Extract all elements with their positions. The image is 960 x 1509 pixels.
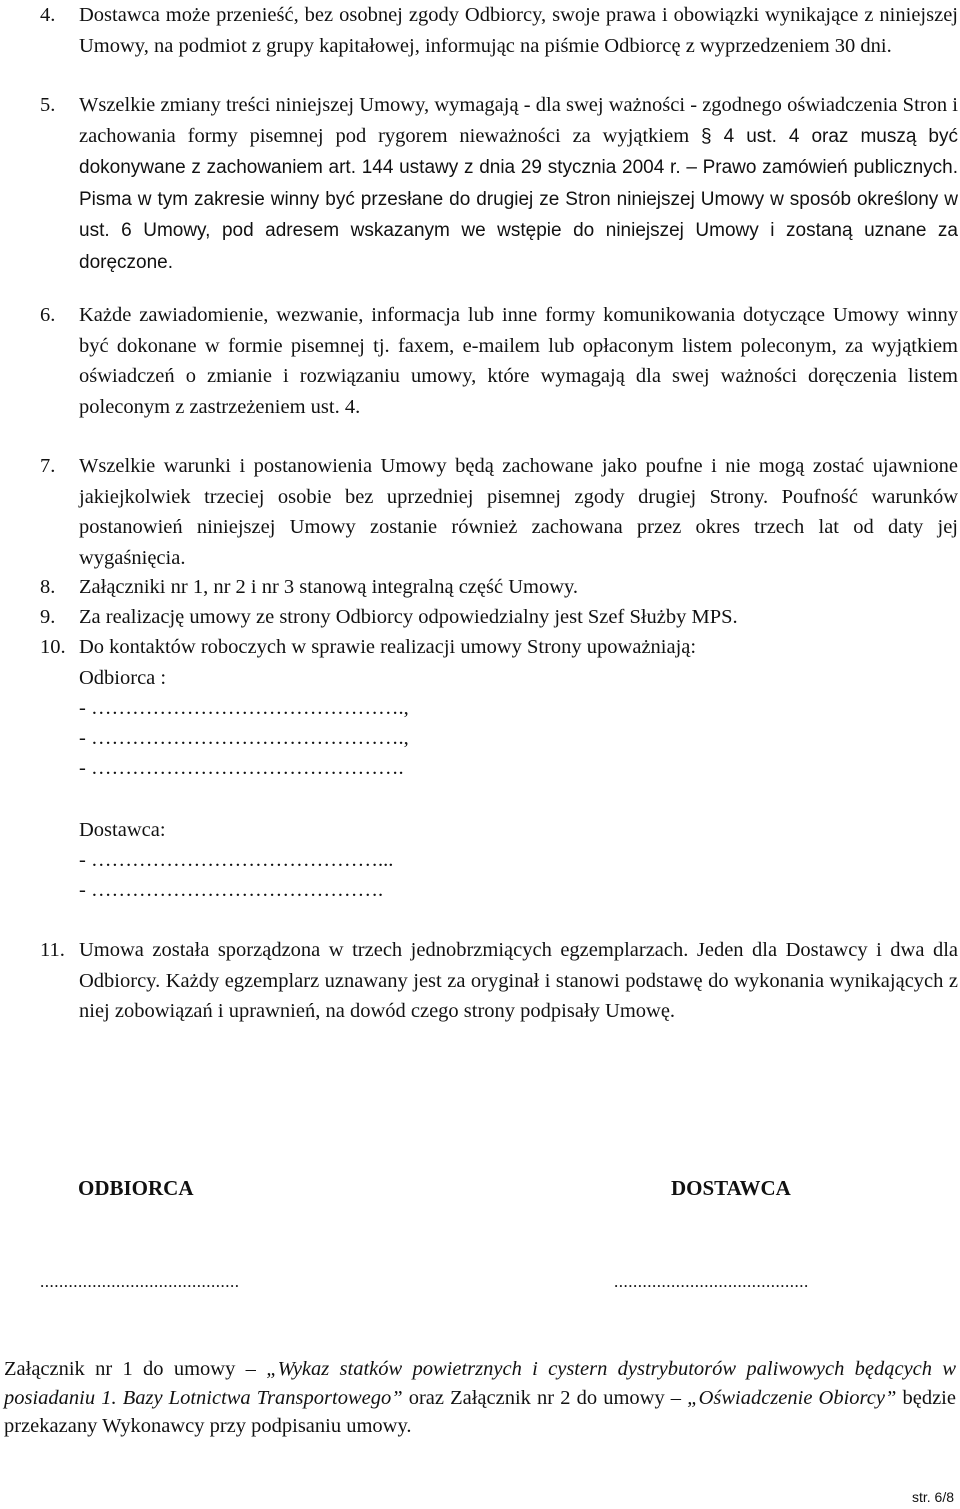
clause-text: Do kontaktów roboczych w sprawie realizacji umowy Strony upoważniają: bbox=[79, 636, 697, 658]
odbiorca-contact-line: - ………………………………………., bbox=[79, 727, 409, 749]
clause-text: Załączniki nr 1, nr 2 i nr 3 stanową integralną część Umowy. bbox=[79, 576, 579, 598]
clause-9 bbox=[40, 602, 958, 633]
clause-number: 8. bbox=[40, 576, 56, 598]
dostawca-label: Dostawca: bbox=[79, 819, 166, 841]
signature-title-odbiorca: ODBIORCA bbox=[78, 1176, 194, 1200]
clause-text: Umowa została sporządzona w trzech jednobrzmiących egzemplarzach. Jeden dla Dostawcy i dwa dla Odbiorcy. Każdy egzemplarz uznawany jest za oryginał i stanowi podstawę do wykonania wynikających z niej zobowiązań i uprawnień, na dowód czego strony podpisały Umowę. bbox=[79, 939, 958, 1022]
clause-number: 5. bbox=[40, 94, 56, 116]
clause-7 bbox=[40, 451, 958, 573]
dostawca-contact-line: - ……………………………………. bbox=[79, 879, 384, 901]
odbiorca-contact-line: - ………………………………………., bbox=[79, 697, 409, 719]
signature-line-dostawca: ......................................... bbox=[614, 1272, 809, 1291]
annex-title-1: „Wykaz statków powietrznych i cystern dystrybutorów paliwowych będących w posiadaniu 1. Bazy Lotnictwa Transportowego” bbox=[4, 1358, 957, 1409]
signature-line-odbiorca: .......................................... bbox=[40, 1272, 240, 1291]
clause-number: 10. bbox=[40, 636, 66, 658]
page-number: str. 6/8 bbox=[911, 1489, 954, 1505]
clause-5 bbox=[40, 90, 958, 278]
annex-note bbox=[4, 1355, 956, 1441]
annex-title-2: „Oświadczenie Obiorcy” bbox=[687, 1386, 897, 1409]
clause-4 bbox=[40, 0, 958, 61]
clause-text: Dostawca może przenieść, bez osobnej zgody Odbiorcy, swoje prawa i obowiązki wynikające z niniejszej Umowy, na podmiot z grupy kapitałowej, informując na piśmie Odbiorcę z wyprzedzeniem 30 dni. bbox=[79, 4, 958, 57]
clause-number: 7. bbox=[40, 455, 56, 477]
clause-text-part-b: § 4 ust. 4 oraz muszą być dokonywane z zachowaniem art. 144 ustawy z dnia 29 stycznia 2004 r. – Prawo zamówień publicznych. Pisma w tym zakresie winny być przesłane do drugiej ze Stron niniejszej Umowy w sposób określony w ust. 6 Umowy, pod adresem wskazanym we wstępie do niniejszej Umowy i zostaną uznane za doręczone. bbox=[79, 125, 958, 273]
clause-number: 9. bbox=[40, 606, 56, 628]
clause-number: 6. bbox=[40, 304, 56, 326]
clause-text: Wszelkie warunki i postanowienia Umowy będą zachowane jako poufne i nie mogą zostać ujawnione jakiejkolwiek trzeciej osobie bez uprzedniej pisemnej zgody drugiej Strony. Poufność warunków postanowień niniejszej Umowy zostanie również zachowana przez okres trzech lat od daty jej wygaśnięcia. bbox=[79, 455, 958, 569]
clause-10 bbox=[40, 632, 958, 663]
clause-number: 11. bbox=[40, 939, 65, 961]
odbiorca-contact-line: - ………………………………………. bbox=[79, 757, 404, 779]
clause-text: Każde zawiadomienie, wezwanie, informacja lub inne formy komunikowania dotyczące Umowy winny być dokonane w formie pisemnej tj. faxem, e-mailem lub opłaconym listem poleconym, za wyjątkiem oświadczeń o zmianie i rozwiązaniu umowy, które wymagają dla swej ważności doręczenia listem poleconym z zastrzeżeniem ust. 4. bbox=[79, 304, 958, 418]
annex-text: Załącznik nr 1 do umowy – bbox=[4, 1358, 267, 1380]
signature-title-dostawca: DOSTAWCA bbox=[671, 1176, 791, 1200]
annex-text: oraz Załącznik nr 2 do umowy – bbox=[402, 1386, 688, 1409]
dostawca-contact-line: - ……………………………………... bbox=[79, 849, 394, 871]
clause-6 bbox=[40, 300, 958, 422]
clause-11 bbox=[40, 935, 958, 1027]
clause-number: 4. bbox=[40, 4, 56, 26]
clause-text: Za realizację umowy ze strony Odbiorcy odpowiedzialny jest Szef Służby MPS. bbox=[79, 606, 738, 628]
clause-text bbox=[79, 90, 958, 278]
odbiorca-label: Odbiorca : bbox=[79, 667, 167, 689]
clause-text-part-a: Wszelkie zmiany treści niniejszej Umowy, wymagają - dla swej ważności - zgodnego oświadczenia Stron i zachowania formy pisemnej pod rygorem nieważności za wyjątkiem bbox=[79, 94, 958, 147]
clause-8 bbox=[40, 572, 958, 603]
annex-text: będzie przekazany Wykonawcy przy podpisaniu umowy. bbox=[4, 1386, 956, 1437]
